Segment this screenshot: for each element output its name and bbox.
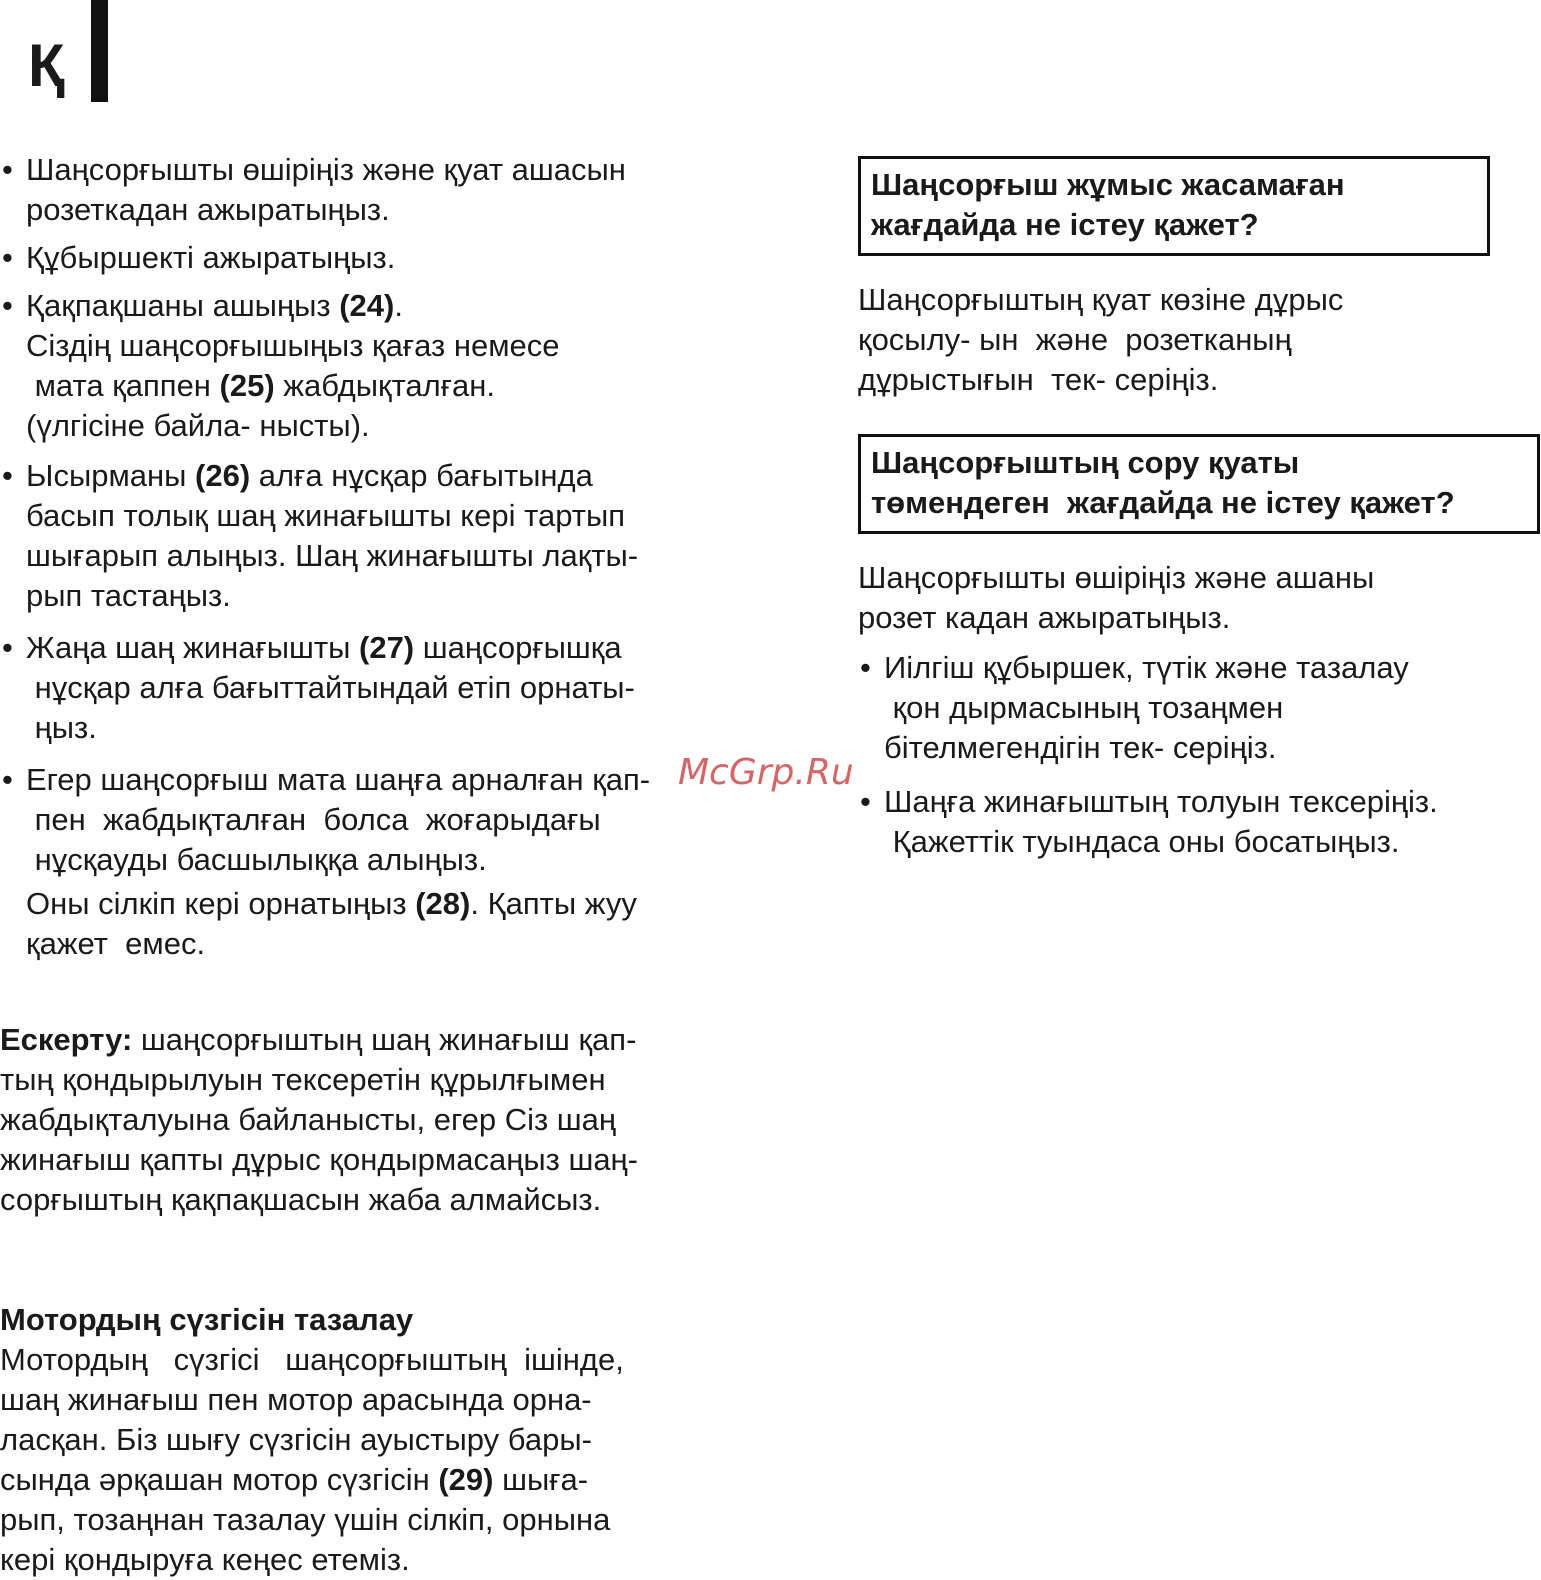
list-item: • Шаңға жинағыштың толуын тексеріңіз. Қажеттік туындаса оны босатыңыз. (858, 782, 1538, 862)
question-box: Шаңсорғыштың сору қуаты төмендеген жағдайда не істеу қажет? (858, 434, 1540, 534)
warning-note: Ескерту: шаңсорғыштың шаң жинағыш қап- тың қондырылуын тексеретін құрылғымен жабдықталуына байланысты, егер Сіз шаң жинағыш қапты дұрыс қондырмасаңыз шаң- сорғыштың қақпақшасын жаба алмайсыз. (0, 1022, 638, 1217)
answer-paragraph: Шаңсорғыштың қуат көзіне дұрыс қосылу- ын және розетканың дұрыстығын тек- серіңіз. (858, 282, 1344, 397)
list-item: • Жаңа шаң жинағышты (27) шаңсорғышқа нұсқар алға бағыттайтындай етіп орнаты- ңыз. (0, 628, 760, 748)
answer-paragraph: Шаңсорғышты өшіріңіз және ашаны розет кадан ажыратыңыз. (858, 560, 1375, 635)
list-item-continuation: Оны сілкіп кері орнатыңыз (28). Қапты жуу қажет емес. (26, 886, 637, 961)
question-box: Шаңсорғыш жұмыс жасамаған жағдайда не істеу қажет? (858, 156, 1490, 256)
section-heading: Мотордың сүзгісін тазалау (0, 1302, 414, 1337)
left-column (0, 150, 760, 1580)
list-item: • Иілгіш құбыршек, түтік және тазалау қон дырмасының тозаңмен бітелмегендігін тек- серіңіз. (858, 648, 1538, 768)
list-item: • Құбыршекті ажыратыңыз. (0, 238, 760, 278)
list-item: • Ысырманы (26) алға нұсқар бағытында басып толық шаң жинағышты кері тартып шығарып алыңыз. Шаң жинағышты лақты- рып тастаңыз. (0, 456, 760, 616)
language-bar (91, 0, 108, 102)
list-item: • Егер шаңсорғыш мата шаңға арналған қап- пен жабдықталған болса жоғарыдағы нұсқауды басшылыққа алыңыз. (0, 760, 760, 880)
list-item: • Шаңсорғышты өшіріңіз және қуат ашасын розеткадан ажыратыңыз. (0, 150, 760, 230)
watermark: McGrp.Ru (678, 752, 854, 793)
language-mark: Қ (28, 32, 65, 99)
section-body: Мотордың сүзгісі шаңсорғыштың ішінде, шаң жинағыш пен мотор арасында орна- ласқан. Біз шығу сүзгісін ауыстыру бары- сында әрқашан мотор сүзгісін (29) шыға- рып, тозаңнан тазалау үшін сілкіп, орнына кері қондыруға кеңес етеміз. (0, 1342, 624, 1577)
right-column (858, 156, 1538, 862)
list-item: • Қақпақшаны ашыңыз (24). Сіздің шаңсорғышыңыз қағаз немесе мата қаппен (25) жабдықталған. (үлгісіне байла- нысты). (0, 286, 760, 446)
